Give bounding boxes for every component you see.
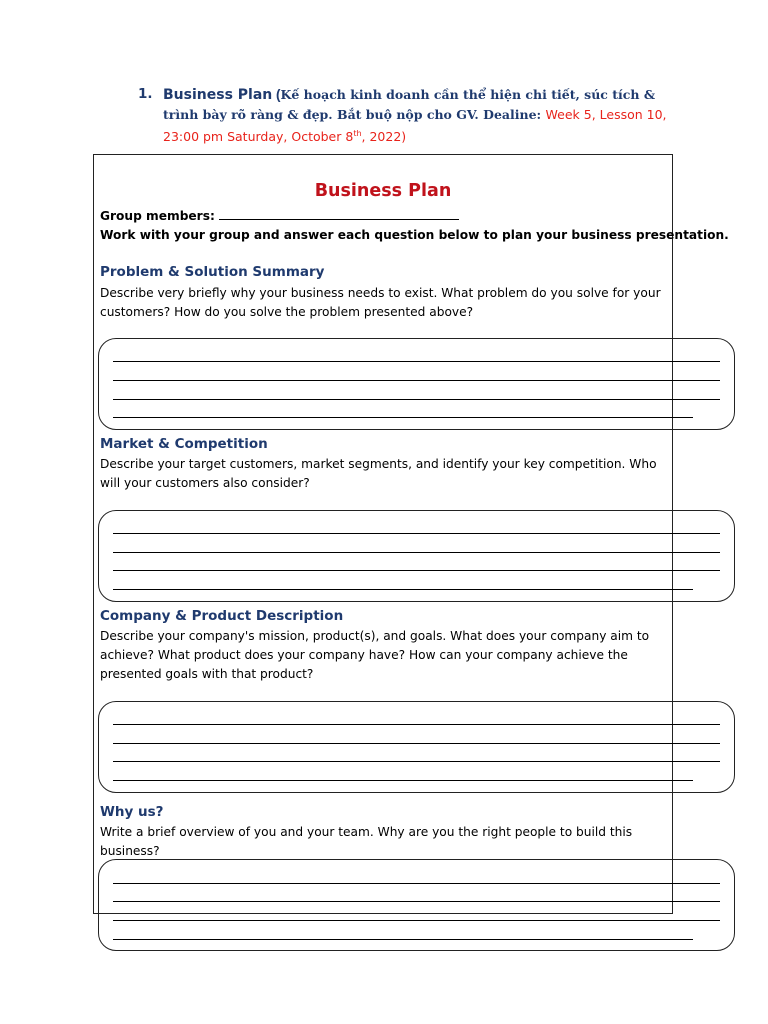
answer-line	[113, 589, 693, 590]
answer-line	[113, 380, 720, 381]
answer-line	[113, 724, 720, 725]
answer-line	[113, 939, 693, 940]
answer-line	[113, 533, 720, 534]
answer-box-market-competition[interactable]	[98, 510, 735, 602]
answer-line	[113, 361, 720, 362]
deadline-sup: th	[353, 129, 362, 138]
section-description-why-us: Write a brief overview of you and your team. Why are you the right people to build this business?	[100, 825, 633, 858]
answer-line	[113, 920, 720, 921]
heading-open-paren: (	[272, 87, 281, 102]
section-description-problem-solution: Describe very briefly why your business needs to exist. What problem do you solve for your customers? How do you solve the problem presented above?	[100, 286, 661, 319]
section-title-company-product: Company & Product Description	[100, 608, 344, 624]
answer-line	[113, 761, 720, 762]
section-title-problem-solution: Problem & Solution Summary	[100, 264, 325, 280]
worksheet-title: Business Plan	[314, 181, 452, 201]
heading-note: Kế hoạch kinh doanh cần thể hiện chi tiết, súc tích & trình bày rõ ràng & đẹp. Bắt buộ nộp cho GV. Dealine:	[163, 87, 656, 122]
answer-box-why-us[interactable]	[98, 859, 735, 951]
answer-line	[113, 417, 693, 418]
section-description-company-product: Describe your company's mission, product(s), and goals. What does your company aim to achieve? What product does your company have? How can your company achieve the presented goals with that product?	[100, 629, 650, 681]
instruction-text: Work with your group and answer each question below to plan your business presentation.	[100, 228, 729, 242]
section-description-market-competition: Describe your target customers, market segments, and identify your key competition. Who will your customers also consider?	[100, 457, 657, 490]
answer-line	[113, 780, 693, 781]
assignment-heading	[138, 85, 683, 146]
list-number: 1.	[138, 86, 153, 102]
answer-line	[113, 901, 720, 902]
group-members-field[interactable]	[219, 208, 459, 220]
answer-line	[113, 883, 720, 884]
answer-box-problem-solution[interactable]	[98, 338, 735, 430]
answer-line	[113, 552, 720, 553]
section-title-market-competition: Market & Competition	[100, 436, 268, 452]
answer-line	[113, 570, 720, 571]
answer-line	[113, 399, 720, 400]
section-title-why-us: Why us?	[100, 804, 164, 820]
answer-box-company-product[interactable]	[98, 701, 735, 793]
heading-title: Business Plan	[163, 87, 273, 103]
heading-body	[163, 85, 683, 146]
group-members-row	[100, 207, 459, 226]
answer-line	[113, 743, 720, 744]
deadline-part2: , 2022)	[361, 129, 407, 145]
group-members-label: Group members:	[100, 209, 215, 223]
deadline-part1: Week 5, Lesson 10, 23:00 pm Saturday, October 8	[163, 107, 667, 145]
